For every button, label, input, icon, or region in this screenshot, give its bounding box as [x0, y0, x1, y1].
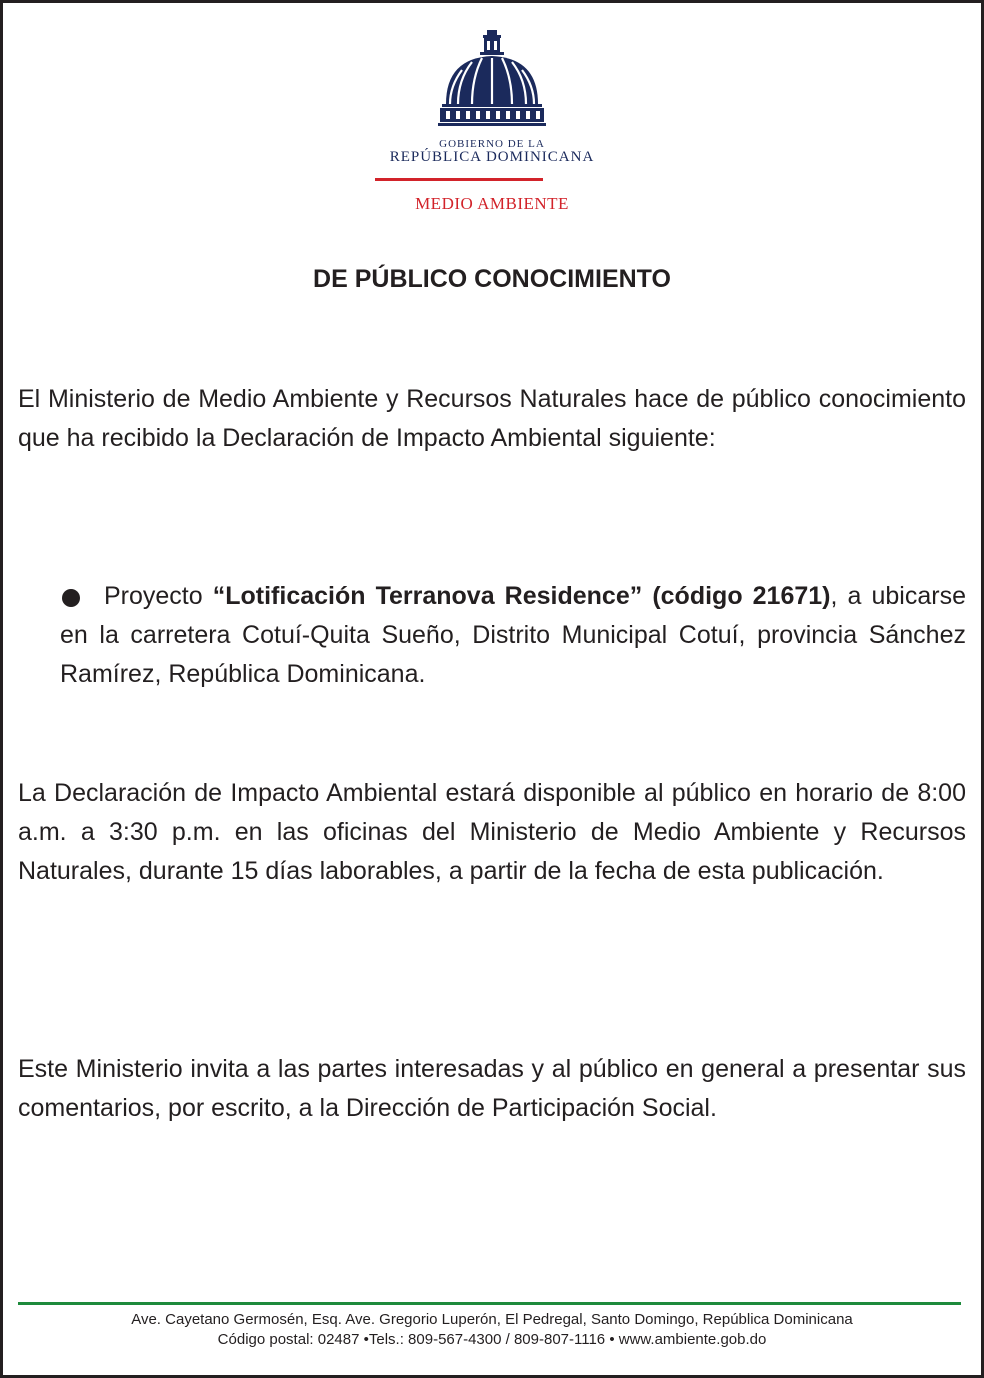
- project-name: “Lotificación Terranova Residence”: [212, 582, 643, 610]
- red-divider: [375, 178, 543, 181]
- logo-line-2: REPÚBLICA DOMINICANA: [389, 149, 595, 165]
- project-location: , a ubicarse en la carretera Cotuí-Quita Sueño, Distrito Municipal Cotuí, provincia Sánchez Ramírez, República Dominicana.: [60, 582, 966, 688]
- bullet-prefix: Proyecto: [104, 582, 213, 610]
- availability-paragraph: La Declaración de Impacto Ambiental estará disponible al público en horario de 8:00 a.m. a 3:30 p.m. en las oficinas del Ministerio de Medio Ambiente y Recursos Naturales, durante 15 días laborables, a partir de la fecha de esta publicación.: [18, 779, 966, 885]
- notice-title: DE PÚBLICO CONOCIMIENTO: [313, 265, 671, 293]
- invitation-paragraph: Este Ministerio invita a las partes interesadas y al público en general a presentar sus comentarios, por escrito, a la Dirección de Participación Social.: [18, 1055, 966, 1122]
- project-bullet: [60, 577, 966, 694]
- logo-line-1: GOBIERNO DE LA: [439, 138, 545, 150]
- ministry-name: MEDIO AMBIENTE: [415, 194, 569, 213]
- project-code: (código 21671): [652, 582, 831, 610]
- government-logo: [0, 28, 984, 134]
- capitol-dome-icon: [432, 28, 552, 134]
- footer-address: Ave. Cayetano Germosén, Esq. Ave. Gregorio Luperón, El Pedregal, Santo Domingo, República Dominicana: [131, 1311, 853, 1328]
- intro-paragraph: El Ministerio de Medio Ambiente y Recursos Naturales hace de público conocimiento que ha recibido la Declaración de Impacto Ambiental siguiente:: [18, 385, 966, 452]
- footer-contact: Código postal: 02487 •Tels.: 809-567-4300 / 809-807-1116 • www.ambiente.gob.do: [217, 1331, 767, 1348]
- green-divider: [18, 1302, 961, 1305]
